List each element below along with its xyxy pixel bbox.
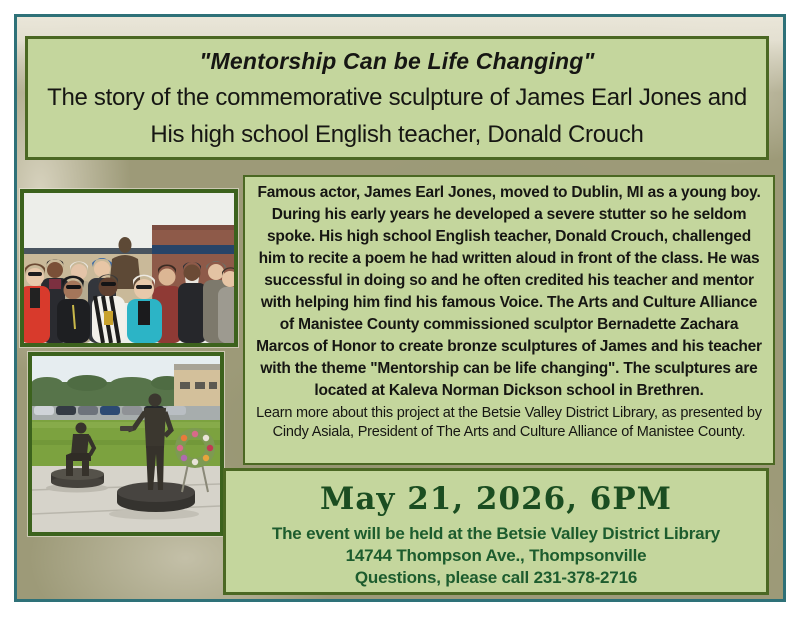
flyer-title: "Mentorship Can be Life Changing" <box>199 47 595 74</box>
event-address: 14744 Thompson Ave., Thompsonville <box>345 546 647 565</box>
sculpture-photo <box>28 352 224 536</box>
title-box <box>25 36 769 160</box>
event-date: May 21, 2026, 6PM <box>320 481 672 517</box>
flyer-subtitle-line1: The story of the commemorative sculpture of James Earl Jones and <box>47 83 747 111</box>
story-box <box>243 175 775 465</box>
flyer-canvas <box>14 14 786 602</box>
event-location: The event will be held at the Betsie Valley District Library <box>271 524 721 543</box>
group-photo-illustration <box>24 193 234 343</box>
flyer-subtitle-line2: His high school English teacher, Donald Crouch <box>150 120 644 148</box>
group-photo <box>20 189 238 347</box>
story-text: Famous actor, James Earl Jones, moved to Dublin, MI as a young boy. During his early years he developed a severe stutter so he seldom spoke. His high school English teacher, Donald Crouch, challenged him to recite a poem he had written aloud in front of the class. He was successful in doing so and he often credited his teacher and mentor with helping him find his famous Voice. The Arts and Culture Alliance of Manistee County commissioned sculptor Bernadette Zachara Marcos of Honor to create bronze sculptures of James and his teacher with the theme "Mentorship can be life changing". The sculptures are located at Kaleva Norman Dickson school in Brethren. <box>256 184 762 399</box>
event-box <box>223 468 769 595</box>
sculpture-photo-illustration <box>32 356 220 532</box>
event-phone: Questions, please call 231-378-2716 <box>354 568 638 587</box>
story-note: Learn more about this project at the Betsie Valley District Library, as presented by Cindy Asiala, President of The Arts and Culture Alliance of Manistee County. <box>256 405 762 441</box>
